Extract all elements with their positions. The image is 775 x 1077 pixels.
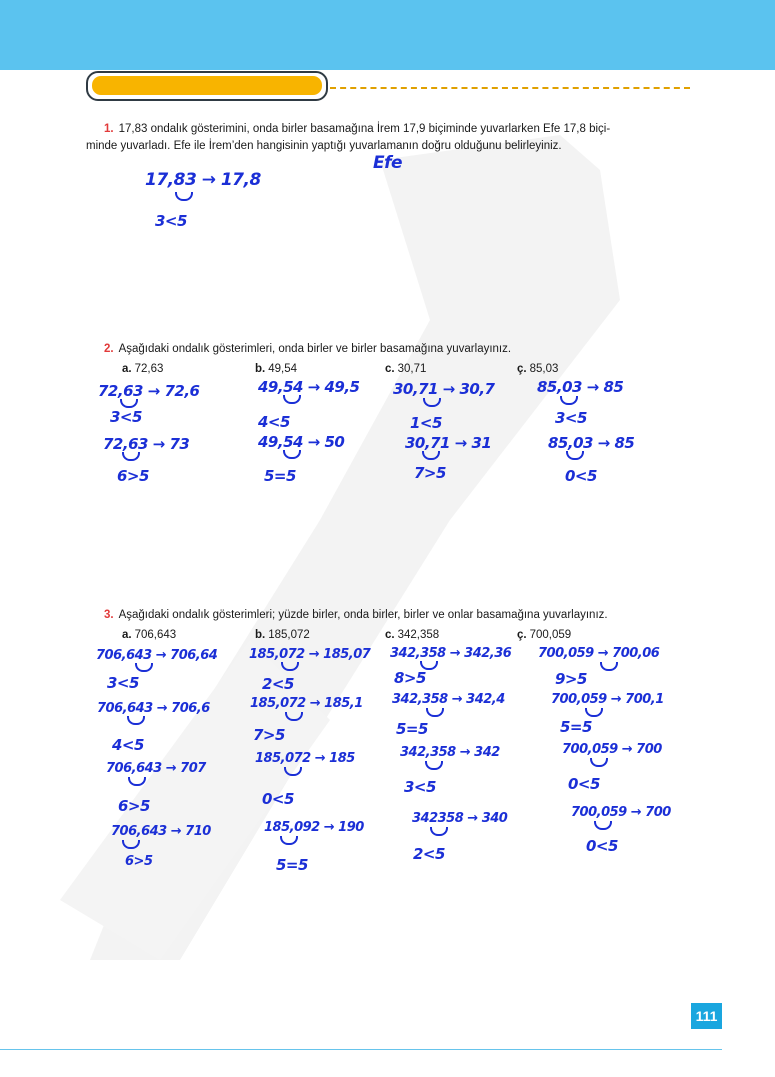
q3-option-c-cedilla: ç. 700,059 xyxy=(517,629,572,641)
hw-q2b-c1: 4<5 xyxy=(258,413,290,431)
question-3-text: Aşağıdaki ondalık gösterimleri; yüzde birler, onda birler, birler ve onlar basamağına yuvarlayınız. xyxy=(118,609,608,621)
hw-q2b-tenths: 49,54 → 49,5 xyxy=(258,378,360,396)
question-1-line2: minde yuvarladı. Efe ile İrem’den hangisinin yaptığı yuvarlamanın doğru olduğunu belirleyiniz. xyxy=(86,140,562,152)
hw-q3d-c3: 0<5 xyxy=(568,775,600,793)
hw-q3a-c3: 6>5 xyxy=(118,797,150,815)
question-1-line1: 17,83 ondalık gösterimini, onda birler basamağına İrem 17,9 biçiminde yuvarlarken Efe 17,8 biçi- xyxy=(118,123,611,135)
hw-q1-answer: Efe xyxy=(373,153,403,173)
hw-q3d-r4: 700,059 → 700 xyxy=(571,805,671,820)
q2-option-c-cedilla: ç. 85,03 xyxy=(517,363,559,375)
hw-q2a-ones: 72,63 → 73 xyxy=(103,435,190,453)
hw-q3a-c2: 4<5 xyxy=(112,736,144,754)
question-3-number: 3. xyxy=(104,609,114,621)
q3-option-a: a. 706,643 xyxy=(122,629,177,641)
hw-q3b-c3: 0<5 xyxy=(262,790,294,808)
hw-q3a-r3: 706,643 → 707 xyxy=(106,761,206,776)
q2-option-a: a. 72,63 xyxy=(122,363,164,375)
hw-q2c-c1: 1<5 xyxy=(410,414,442,432)
hw-q1-work: 17,83 → 17,8 xyxy=(145,170,261,190)
hw-q3b-r3: 185,072 → 185 xyxy=(255,751,355,766)
hw-q2d-tenths: 85,03 → 85 xyxy=(537,378,624,396)
hw-q3a-r4: 706,643 → 710 xyxy=(111,824,211,839)
hw-q2d-c2: 0<5 xyxy=(565,467,597,485)
hw-q2c-ones: 30,71 → 31 xyxy=(405,434,492,452)
hw-q2a-tenths: 72,63 → 72,6 xyxy=(98,382,200,400)
hw-q2a-c1: 3<5 xyxy=(110,408,142,426)
question-2 xyxy=(104,341,511,358)
hw-q3c-c2: 5=5 xyxy=(396,720,428,738)
hw-q3c-c3: 3<5 xyxy=(404,778,436,796)
hw-q2d-ones: 85,03 → 85 xyxy=(548,434,635,452)
hw-q3c-r2: 342,358 → 342,4 xyxy=(392,692,505,707)
page-number: 111 xyxy=(691,1003,722,1029)
hw-q3b-r4: 185,092 → 190 xyxy=(264,820,364,835)
hw-q3b-r1: 185,072 → 185,07 xyxy=(249,647,371,662)
hw-q3c-c1: 8>5 xyxy=(394,669,426,687)
question-1-number: 1. xyxy=(104,123,114,135)
question-1 xyxy=(86,121,706,155)
hw-q2d-c1: 3<5 xyxy=(555,409,587,427)
hw-q3c-r1: 342,358 → 342,36 xyxy=(390,646,512,661)
hw-q3d-c1: 9>5 xyxy=(555,670,587,688)
hw-q3b-c4: 5=5 xyxy=(276,856,308,874)
hw-q2a-c2: 6>5 xyxy=(117,467,149,485)
hw-q3d-c2: 5=5 xyxy=(560,718,592,736)
hw-q2b-ones: 49,54 → 50 xyxy=(258,433,345,451)
question-2-text: Aşağıdaki ondalık gösterimleri, onda birler ve birler basamağına yuvarlayınız. xyxy=(118,343,512,355)
q2-option-c: c. 30,71 xyxy=(385,363,427,375)
hw-q1-compare: 3<5 xyxy=(155,212,187,230)
q3-option-b: b. 185,072 xyxy=(255,629,310,641)
hw-q3d-r1: 700,059 → 700,06 xyxy=(538,646,660,661)
hw-q2b-c2: 5=5 xyxy=(264,467,296,485)
hw-q3c-r3: 342,358 → 342 xyxy=(400,745,500,760)
hw-q3a-c1: 3<5 xyxy=(107,674,139,692)
question-2-number: 2. xyxy=(104,343,114,355)
hw-q3b-r2: 185,072 → 185,1 xyxy=(250,696,363,711)
footer-line xyxy=(0,1049,722,1050)
q2-option-b: b. 49,54 xyxy=(255,363,298,375)
hw-q3a-r1: 706,643 → 706,64 xyxy=(96,648,218,663)
hw-q3d-r2: 700,059 → 700,1 xyxy=(551,692,664,707)
q3-option-c: c. 342,358 xyxy=(385,629,440,641)
question-3 xyxy=(104,607,608,624)
hw-q3a-c4: 6>5 xyxy=(125,854,153,869)
hw-q3b-c2: 7>5 xyxy=(253,726,285,744)
hw-q2c-tenths: 30,71 → 30,7 xyxy=(393,380,495,398)
hw-q3a-r2: 706,643 → 706,6 xyxy=(97,701,210,716)
hw-q3c-c4: 2<5 xyxy=(413,845,445,863)
hw-q2c-c2: 7>5 xyxy=(414,464,446,482)
hw-q3b-c1: 2<5 xyxy=(262,675,294,693)
hw-q3d-r3: 700,059 → 700 xyxy=(562,742,662,757)
hw-q3c-r4: 342358 → 340 xyxy=(412,811,508,826)
hw-q3d-c4: 0<5 xyxy=(586,837,618,855)
